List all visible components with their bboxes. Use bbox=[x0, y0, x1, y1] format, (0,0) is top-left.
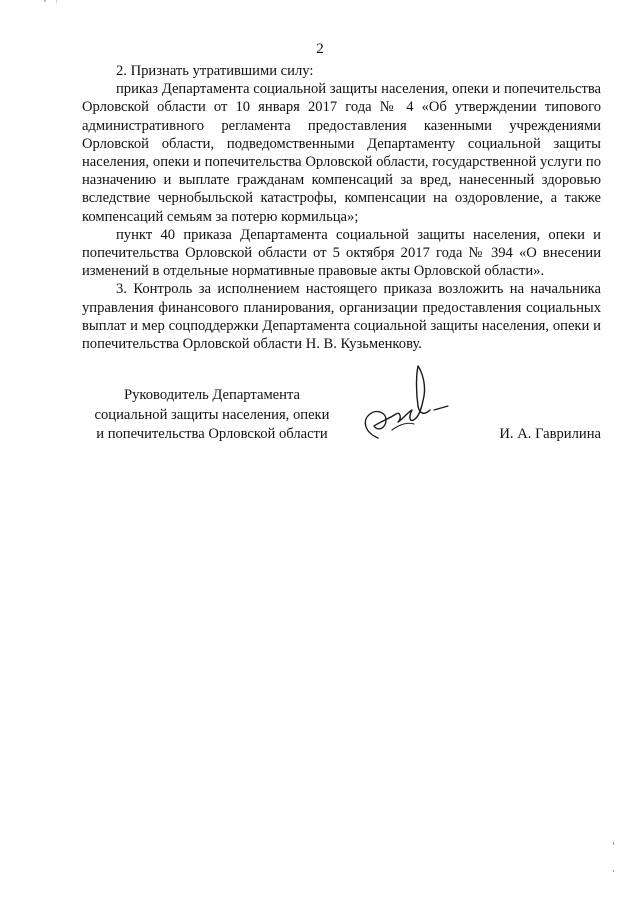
signatory-title bbox=[82, 386, 342, 445]
signatory-name: И. А. Гаврилина bbox=[499, 426, 601, 442]
scan-edge-mark bbox=[613, 870, 614, 872]
paragraph-control: 3. Контроль за исполнением настоящего приказа возложить на начальника управления финансового планирования, организации предоставления социальных выплат и мер соцподдержки Департамента социальной защиты населения, опеки и попечительства Орловской области Н. В. Кузьменкову. bbox=[82, 281, 601, 353]
paragraph-repeal-heading: 2. Признать утратившими силу: bbox=[116, 63, 314, 79]
paragraph-repeal-order-4: приказ Департамента социальной защиты населения, опеки и попечительства Орловской области от 10 января 2017 года № 4 «Об утверждении типового административного регламента предоставления казенными учреждениями Орловской области, подведомственными Департаменту социальной защиты населения, опеки и попечительства Орловской области, государственной услуги по назначению и выплате гражданам компенсаций за вред, нанесенный здоровью вследствие чернобыльской катастрофы, компенсации на оздоровление, а также компенсаций семьям за потерю кормильца»; bbox=[82, 81, 601, 225]
scan-artifact-icon bbox=[44, 0, 64, 4]
signatory-title-line: социальной защиты населения, опеки bbox=[94, 406, 330, 423]
scan-edge-mark bbox=[613, 842, 614, 845]
page-number: 2 bbox=[316, 41, 324, 57]
handwritten-signature-icon bbox=[356, 362, 456, 448]
document-body bbox=[82, 62, 601, 353]
paragraph-repeal-item-40: пункт 40 приказа Департамента социальной защиты населения, опеки и попечительства Орловской области от 5 октября 2017 года № 394 «О внесении изменений в отдельные нормативные правовые акты Орловской области». bbox=[82, 226, 601, 280]
signatory-title-line: Руководитель Департамента bbox=[124, 387, 300, 403]
signatory-title-line: и попечительства Орловской области bbox=[96, 426, 328, 442]
